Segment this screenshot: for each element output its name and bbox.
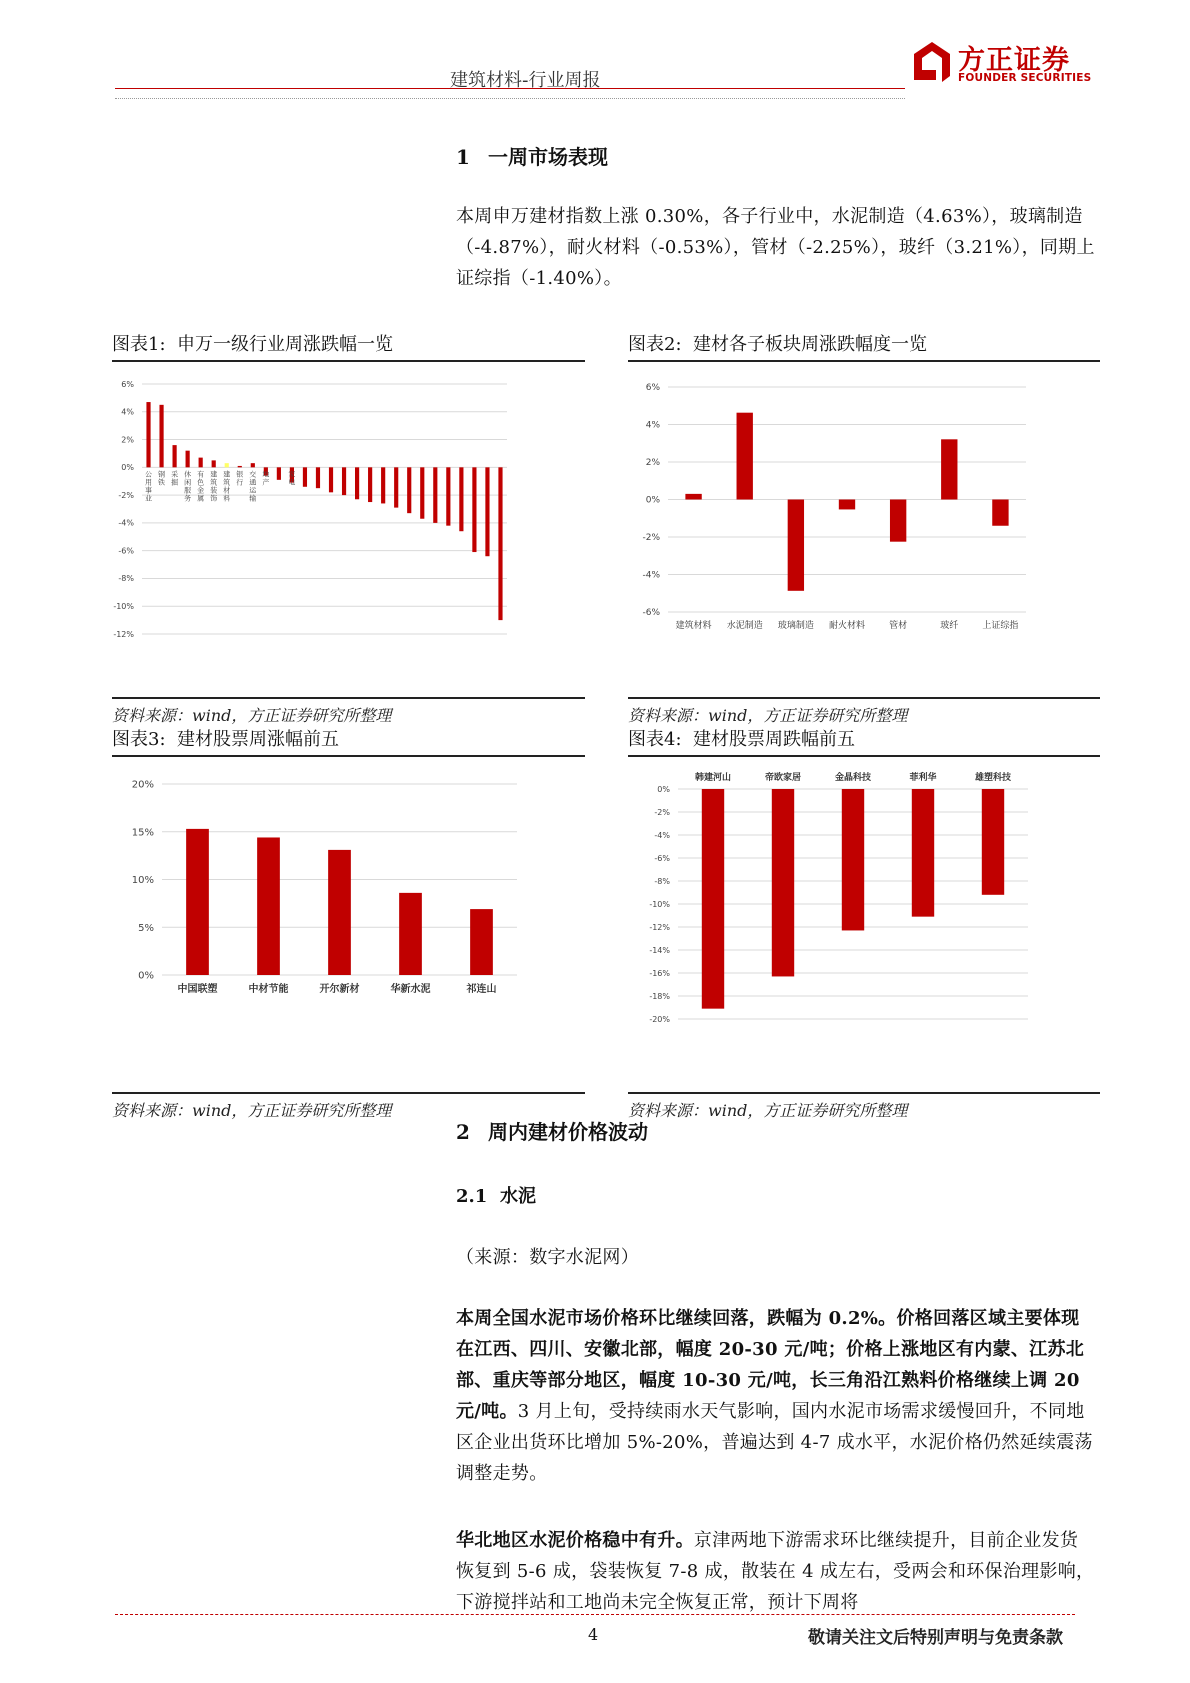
x-category-label: 管材 xyxy=(889,621,908,631)
y-tick-label: -12% xyxy=(649,922,670,932)
x-category-label-char: 色 xyxy=(197,478,205,487)
y-tick-label: 0% xyxy=(138,970,154,982)
x-category-label-char: 饰 xyxy=(210,494,218,503)
paragraph-lead: 本周全国水泥市场价格环比继续回落，跌幅为 0.2%。价格回落区域主要体现在江西、四川、安徽北部，幅度 20-30 元/吨；价格上涨地区有内蒙、江苏北部、重庆等部分地区，幅度 10-30 元/吨，长三角沿江熟料价格继续上调 20 元/吨。 xyxy=(456,1308,1085,1422)
subsection-title: 水泥 xyxy=(500,1186,536,1207)
bar-中国联塑 xyxy=(186,829,209,975)
y-tick-label: -8% xyxy=(654,876,670,886)
figure-caption: 建材各子板块周涨跌幅度一览 xyxy=(692,334,927,355)
x-category-label: 中材节能 xyxy=(248,984,289,995)
figure-label: 图表2: xyxy=(628,334,682,355)
x-category-label-char: 材 xyxy=(223,486,231,495)
bar-item-22 xyxy=(420,467,424,518)
y-tick-label: -12% xyxy=(113,629,134,639)
x-category-label-char: 属 xyxy=(197,494,205,503)
y-tick-label: -10% xyxy=(649,899,670,909)
figure-2-chart-frame xyxy=(628,362,1100,699)
x-category-label-char: 掘 xyxy=(171,478,179,487)
y-tick-label: -16% xyxy=(649,968,670,978)
y-tick-label: -14% xyxy=(649,945,670,955)
section-title: 周内建材价格波动 xyxy=(488,1120,648,1144)
figure-3 xyxy=(112,725,585,1121)
cement-north-paragraph xyxy=(456,1525,1096,1618)
figure-caption: 建材股票周涨幅前五 xyxy=(176,729,339,750)
bar-建筑材料 xyxy=(685,494,701,500)
y-tick-label: 2% xyxy=(645,458,660,469)
x-category-label-char: 闲 xyxy=(184,478,192,487)
logo-cn-text: 方正证券 xyxy=(958,45,1070,76)
bar-item-21 xyxy=(407,467,411,513)
section-number: 2 xyxy=(456,1120,470,1144)
x-category-label-char: 休 xyxy=(184,470,192,479)
y-tick-label: 20% xyxy=(131,779,154,791)
y-tick-label: -2% xyxy=(642,533,660,544)
x-category-label-char: 公 xyxy=(145,470,153,479)
bar-item-11 xyxy=(277,467,281,480)
bar-菲利华 xyxy=(912,789,934,917)
x-category-label-char: 业 xyxy=(145,494,153,503)
y-tick-label: -4% xyxy=(118,518,134,528)
logo-en-text: FOUNDER SECURITIES xyxy=(958,72,1092,84)
top-gainers-chart xyxy=(112,757,585,1092)
bar-管材 xyxy=(890,500,906,542)
x-category-label: 韩建河山 xyxy=(694,773,732,783)
bar-金晶科技 xyxy=(842,789,864,930)
y-tick-label: -6% xyxy=(642,608,660,619)
y-tick-label: 0% xyxy=(657,784,670,794)
section-title: 一周市场表现 xyxy=(488,145,608,169)
figure-label: 图表1: xyxy=(112,334,166,355)
figure-1-chart-frame xyxy=(112,362,585,699)
x-category-label-char: 银 xyxy=(236,470,244,479)
founder-logo-icon xyxy=(912,40,952,84)
y-tick-label: -6% xyxy=(654,853,670,863)
x-category-label-char: 筑 xyxy=(223,478,231,487)
bar-休闲服务 xyxy=(186,451,190,468)
figure-1 xyxy=(112,330,585,726)
bar-公用事业 xyxy=(146,402,150,467)
bar-item-23 xyxy=(433,467,437,523)
y-tick-label: 0% xyxy=(645,495,660,506)
bar-水泥制造 xyxy=(737,413,753,500)
y-tick-label: -20% xyxy=(649,1014,670,1024)
x-category-label: 中国联塑 xyxy=(177,984,218,995)
section-number: 1 xyxy=(456,145,470,169)
source-note: （来源：数字水泥网） xyxy=(456,1247,639,1268)
subsection-number: 2.1 xyxy=(456,1186,488,1207)
x-category-label: 祁连山 xyxy=(466,984,497,995)
x-category-label: 金晶科技 xyxy=(834,773,872,783)
paragraph-body: 京津两地下游需求环比继续提升，目前企业发货恢复到 5-6 成，袋装恢复 7-8 成，散装在 4 成左右，受两会和环保治理影响，下游搅拌站和工地尚未完全恢复正常，预计下周将 xyxy=(456,1530,1095,1613)
x-category-label-char: 输 xyxy=(249,494,257,503)
bar-建筑材料 xyxy=(225,463,229,467)
y-tick-label: -8% xyxy=(118,574,134,584)
bar-item-15 xyxy=(329,467,333,492)
bar-item-25 xyxy=(459,467,463,531)
y-tick-label: 4% xyxy=(645,420,660,431)
x-category-label-char: 电 xyxy=(288,478,296,487)
y-tick-label: 15% xyxy=(131,827,154,839)
bar-item-18 xyxy=(368,467,372,502)
x-category-label: 帝欧家居 xyxy=(764,773,802,783)
footer-rule xyxy=(115,1614,1075,1615)
x-category-label: 玻璃制造 xyxy=(777,621,814,631)
y-tick-label: 10% xyxy=(131,875,154,886)
x-category-label-char: 交 xyxy=(249,470,257,479)
bar-采掘 xyxy=(173,445,177,467)
figure-caption: 建材股票周跌幅前五 xyxy=(692,729,855,750)
x-category-label-char: 钢 xyxy=(158,470,166,479)
x-category-label-char: 铁 xyxy=(158,478,166,487)
x-category-label: 菲利华 xyxy=(909,773,937,783)
figure-label: 图表3: xyxy=(112,729,166,750)
x-category-label-char: 通 xyxy=(249,478,257,487)
y-tick-label: 5% xyxy=(138,922,154,934)
x-category-label: 耐火材料 xyxy=(828,621,866,631)
figure-2-source: 资料来源：wind，方正证券研究所整理 xyxy=(628,706,908,725)
x-category-label-char: 装 xyxy=(210,486,218,495)
x-category-label-char: 料 xyxy=(223,494,231,503)
x-category-label-char: 有 xyxy=(197,470,205,479)
y-tick-label: -10% xyxy=(113,602,134,612)
y-tick-label: 6% xyxy=(645,383,660,394)
x-category-label-char: 金 xyxy=(197,486,205,495)
bar-韩建河山 xyxy=(702,789,724,1009)
y-tick-label: -2% xyxy=(654,807,670,817)
industry-weekly-change-chart xyxy=(112,362,585,697)
x-category-label-char: 建 xyxy=(210,470,218,479)
y-tick-label: -18% xyxy=(649,991,670,1001)
bar-item-28 xyxy=(498,467,502,620)
x-category-label: 上证综指 xyxy=(982,621,1019,631)
figure-caption: 申万一级行业周涨跌幅一览 xyxy=(176,334,393,355)
x-category-label-char: 务 xyxy=(184,494,192,503)
subsector-weekly-change-chart xyxy=(628,362,1100,697)
x-category-label-char: 事 xyxy=(145,486,153,495)
y-tick-label: -6% xyxy=(118,546,134,556)
disclaimer-note: 敬请关注文后特别声明与免责条款 xyxy=(808,1628,1063,1648)
y-tick-label: 4% xyxy=(121,407,134,417)
y-tick-label: -4% xyxy=(642,570,660,581)
bar-耐火材料 xyxy=(839,500,855,510)
x-category-label-char: 筑 xyxy=(210,478,218,487)
figure-3-source: 资料来源：wind，方正证券研究所整理 xyxy=(112,1101,392,1120)
y-tick-label: 0% xyxy=(121,463,134,473)
figure-4-source: 资料来源：wind，方正证券研究所整理 xyxy=(628,1101,908,1120)
bar-交通运输 xyxy=(251,463,255,467)
bar-item-24 xyxy=(446,467,450,525)
x-category-label-char: 产 xyxy=(262,478,270,487)
bar-建筑装饰 xyxy=(212,460,216,467)
figure-1-source: 资料来源：wind，方正证券研究所整理 xyxy=(112,706,392,725)
y-tick-label: 2% xyxy=(121,435,134,445)
top-losers-chart xyxy=(628,757,1100,1092)
figure-3-chart-frame xyxy=(112,757,585,1094)
bar-祁连山 xyxy=(470,909,493,975)
bar-银行 xyxy=(238,466,242,467)
x-category-label: 雄塑科技 xyxy=(974,773,1012,783)
report-category: 建筑材料-行业周报 xyxy=(450,70,601,91)
section-2-1-heading xyxy=(456,1182,536,1208)
bar-有色金属 xyxy=(199,458,203,468)
page-number: 4 xyxy=(588,1625,599,1644)
x-category-label: 水泥制造 xyxy=(726,621,763,631)
bar-item-26 xyxy=(472,467,476,552)
bar-中材节能 xyxy=(257,837,280,975)
x-category-label-char: 服 xyxy=(184,486,192,495)
x-category-label: 建筑材料 xyxy=(675,621,712,631)
x-category-label-char: 用 xyxy=(145,478,153,487)
figure-2 xyxy=(628,330,1100,726)
figure-2-title xyxy=(628,330,1100,362)
section-1-heading xyxy=(456,141,608,170)
figure-4 xyxy=(628,725,1100,1121)
figure-4-chart-frame xyxy=(628,757,1100,1094)
bar-item-14 xyxy=(316,467,320,488)
figure-3-title xyxy=(112,725,585,757)
bar-玻纤 xyxy=(941,439,957,499)
section-1-paragraph: 本周申万建材指数上涨 0.30%，各子行业中，水泥制造（4.63%），玻璃制造（-4.87%），耐火材料（-0.53%），管材（-2.25%），玻纤（3.21%），同期上证综指（-1.40%）。 xyxy=(456,206,1095,289)
bar-item-17 xyxy=(355,467,359,499)
x-category-label-char: 建 xyxy=(223,470,231,479)
bar-雄塑科技 xyxy=(982,789,1004,895)
bar-item-27 xyxy=(485,467,489,556)
x-category-label-char: 运 xyxy=(249,486,257,495)
figure-1-title xyxy=(112,330,585,362)
y-tick-label: 6% xyxy=(121,379,134,389)
paragraph-body: 3 月上旬，受持续雨水天气影响，国内水泥市场需求缓慢回升，不同地区企业出货环比增加 5%-20%，普遍达到 4-7 成水平，水泥价格仍然延续震荡调整走势。 xyxy=(456,1401,1093,1484)
bar-帝欧家居 xyxy=(772,789,794,976)
x-category-label: 开尔新材 xyxy=(319,984,360,995)
section-2-heading xyxy=(456,1116,648,1145)
bar-item-19 xyxy=(381,467,385,503)
bar-钢铁 xyxy=(159,405,163,467)
bar-玻璃制造 xyxy=(788,500,804,591)
founder-logo xyxy=(912,38,1092,88)
x-category-label-char: 行 xyxy=(236,478,244,487)
y-tick-label: -4% xyxy=(654,830,670,840)
cement-national-paragraph xyxy=(456,1303,1096,1489)
x-category-label: 玻纤 xyxy=(940,621,959,631)
bar-上证综指 xyxy=(992,500,1008,526)
bar-华新水泥 xyxy=(399,893,422,975)
bar-开尔新材 xyxy=(328,850,351,975)
x-category-label-char: 地 xyxy=(262,470,270,479)
figure-4-title xyxy=(628,725,1100,757)
header-dotted-rule xyxy=(115,98,905,99)
header-rule xyxy=(115,88,905,89)
figure-label: 图表4: xyxy=(628,729,682,750)
bar-item-13 xyxy=(303,467,307,486)
bar-item-16 xyxy=(342,467,346,495)
x-category-label: 华新水泥 xyxy=(390,984,431,995)
y-tick-label: -2% xyxy=(118,490,134,500)
x-category-label-char: 采 xyxy=(171,470,179,479)
paragraph-lead: 华北地区水泥价格稳中有升。 xyxy=(456,1530,694,1551)
bar-item-20 xyxy=(394,467,398,507)
x-category-label-char: 家 xyxy=(288,470,296,479)
